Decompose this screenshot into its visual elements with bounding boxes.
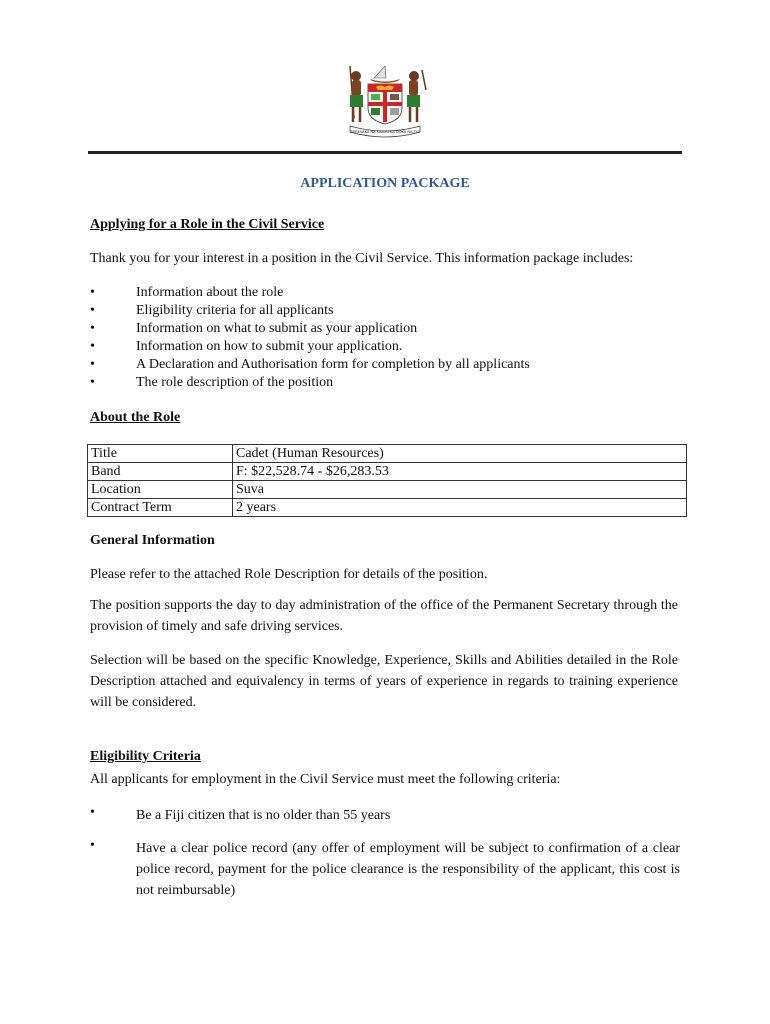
table-row	[88, 445, 687, 463]
bullet-icon: •	[90, 357, 95, 372]
table-row	[88, 499, 687, 517]
bullet-icon: •	[90, 838, 95, 853]
document-page: REREVAKA NA KALOU KA DOKA NA TUI APPLICATION PACKAGE Applying for a Role in the Civil Service Thank you for your interest in a position in the Civil Service. This information package includes: • Information about the role • Eligibility criteria for all applicants • Information on what to submit as your application • Information on how to submit your application. • A Declaration and Authorisation form for completion by all applicants • The role description of the position About the Role Title Cadet (Human Resources) Band F: $22,528.74 - $26,283.53 Location Suva Contract Term 2 years General Information Please refer to the attached Role Description for details of the position. The position supports the day to day administration of the office of the Permanent Secretary through the provision of timely and safe driving services. Selection will be based on the specific Knowledge, Experience, Skills and Abilities detailed in the Role Description attached and equivalency in terms of years of experience in regards to training experience will be considered. Eligibility Criteria All applicants for employment in the Civil Service must meet the following criteria: • Be a Fiji citizen that is no older than 55 years • Have a clear police record (any offer of employment will be subject to confirmation of a clear police record, payment for the police clearance is the responsibility of the applicant, this cost is not reimbursable)	[0, 0, 770, 1024]
general-info-p2: The position supports the day to day administration of the office of the Permanent Secretary through the provision of timely and safe driving services.	[90, 598, 678, 634]
list-item: • Information on what to submit as your application	[90, 321, 418, 336]
table-value: Cadet (Human Resources)	[233, 445, 687, 463]
list-item: • A Declaration and Authorisation form for completion by all applicants	[90, 357, 530, 372]
page-title: APPLICATION PACKAGE	[300, 176, 470, 191]
list-item: • Information about the role	[90, 285, 284, 300]
table-row	[88, 481, 687, 499]
table-key: Location	[88, 481, 233, 499]
list-item: • The role description of the position	[90, 375, 334, 390]
general-info-p1: Please refer to the attached Role Description for details of the position.	[90, 567, 488, 582]
list-item: • Eligibility criteria for all applicants	[90, 303, 334, 318]
crest-motto: REREVAKA NA KALOU KA DOKA NA TUI	[350, 130, 420, 134]
table-value: F: $22,528.74 - $26,283.53	[233, 463, 687, 481]
intro-heading: Applying for a Role in the Civil Service	[90, 217, 325, 232]
bullet-icon: •	[90, 805, 95, 820]
list-item: • Information on how to submit your application.	[90, 339, 403, 354]
table-value: 2 years	[233, 499, 687, 517]
bullet-icon: •	[90, 339, 95, 354]
table-key: Contract Term	[88, 499, 233, 517]
general-info-heading: General Information	[90, 533, 215, 548]
bullet-icon: •	[90, 285, 95, 300]
about-role-heading: About the Role	[90, 410, 181, 425]
eligibility-intro: All applicants for employment in the Civil Service must meet the following criteria:	[90, 772, 561, 787]
general-info-p3: Selection will be based on the specific Knowledge, Experience, Skills and Abilities detailed in the Role Description attached and equivalency in terms of years of experience in regards to training experience will be considered.	[90, 653, 678, 710]
bullet-icon: •	[90, 303, 95, 318]
package-contents-list	[90, 284, 530, 392]
fiji-coat-of-arms-icon	[340, 62, 430, 140]
table-key: Title	[88, 445, 233, 463]
bullet-icon: •	[90, 375, 95, 390]
table-key: Band	[88, 463, 233, 481]
bullet-icon: •	[90, 321, 95, 336]
role-details-table	[87, 444, 687, 517]
eligibility-heading: Eligibility Criteria	[90, 749, 201, 764]
header-rule	[88, 151, 682, 154]
table-row	[88, 463, 687, 481]
intro-text: Thank you for your interest in a position in the Civil Service. This information package includes:	[90, 251, 634, 266]
table-value: Suva	[233, 481, 687, 499]
